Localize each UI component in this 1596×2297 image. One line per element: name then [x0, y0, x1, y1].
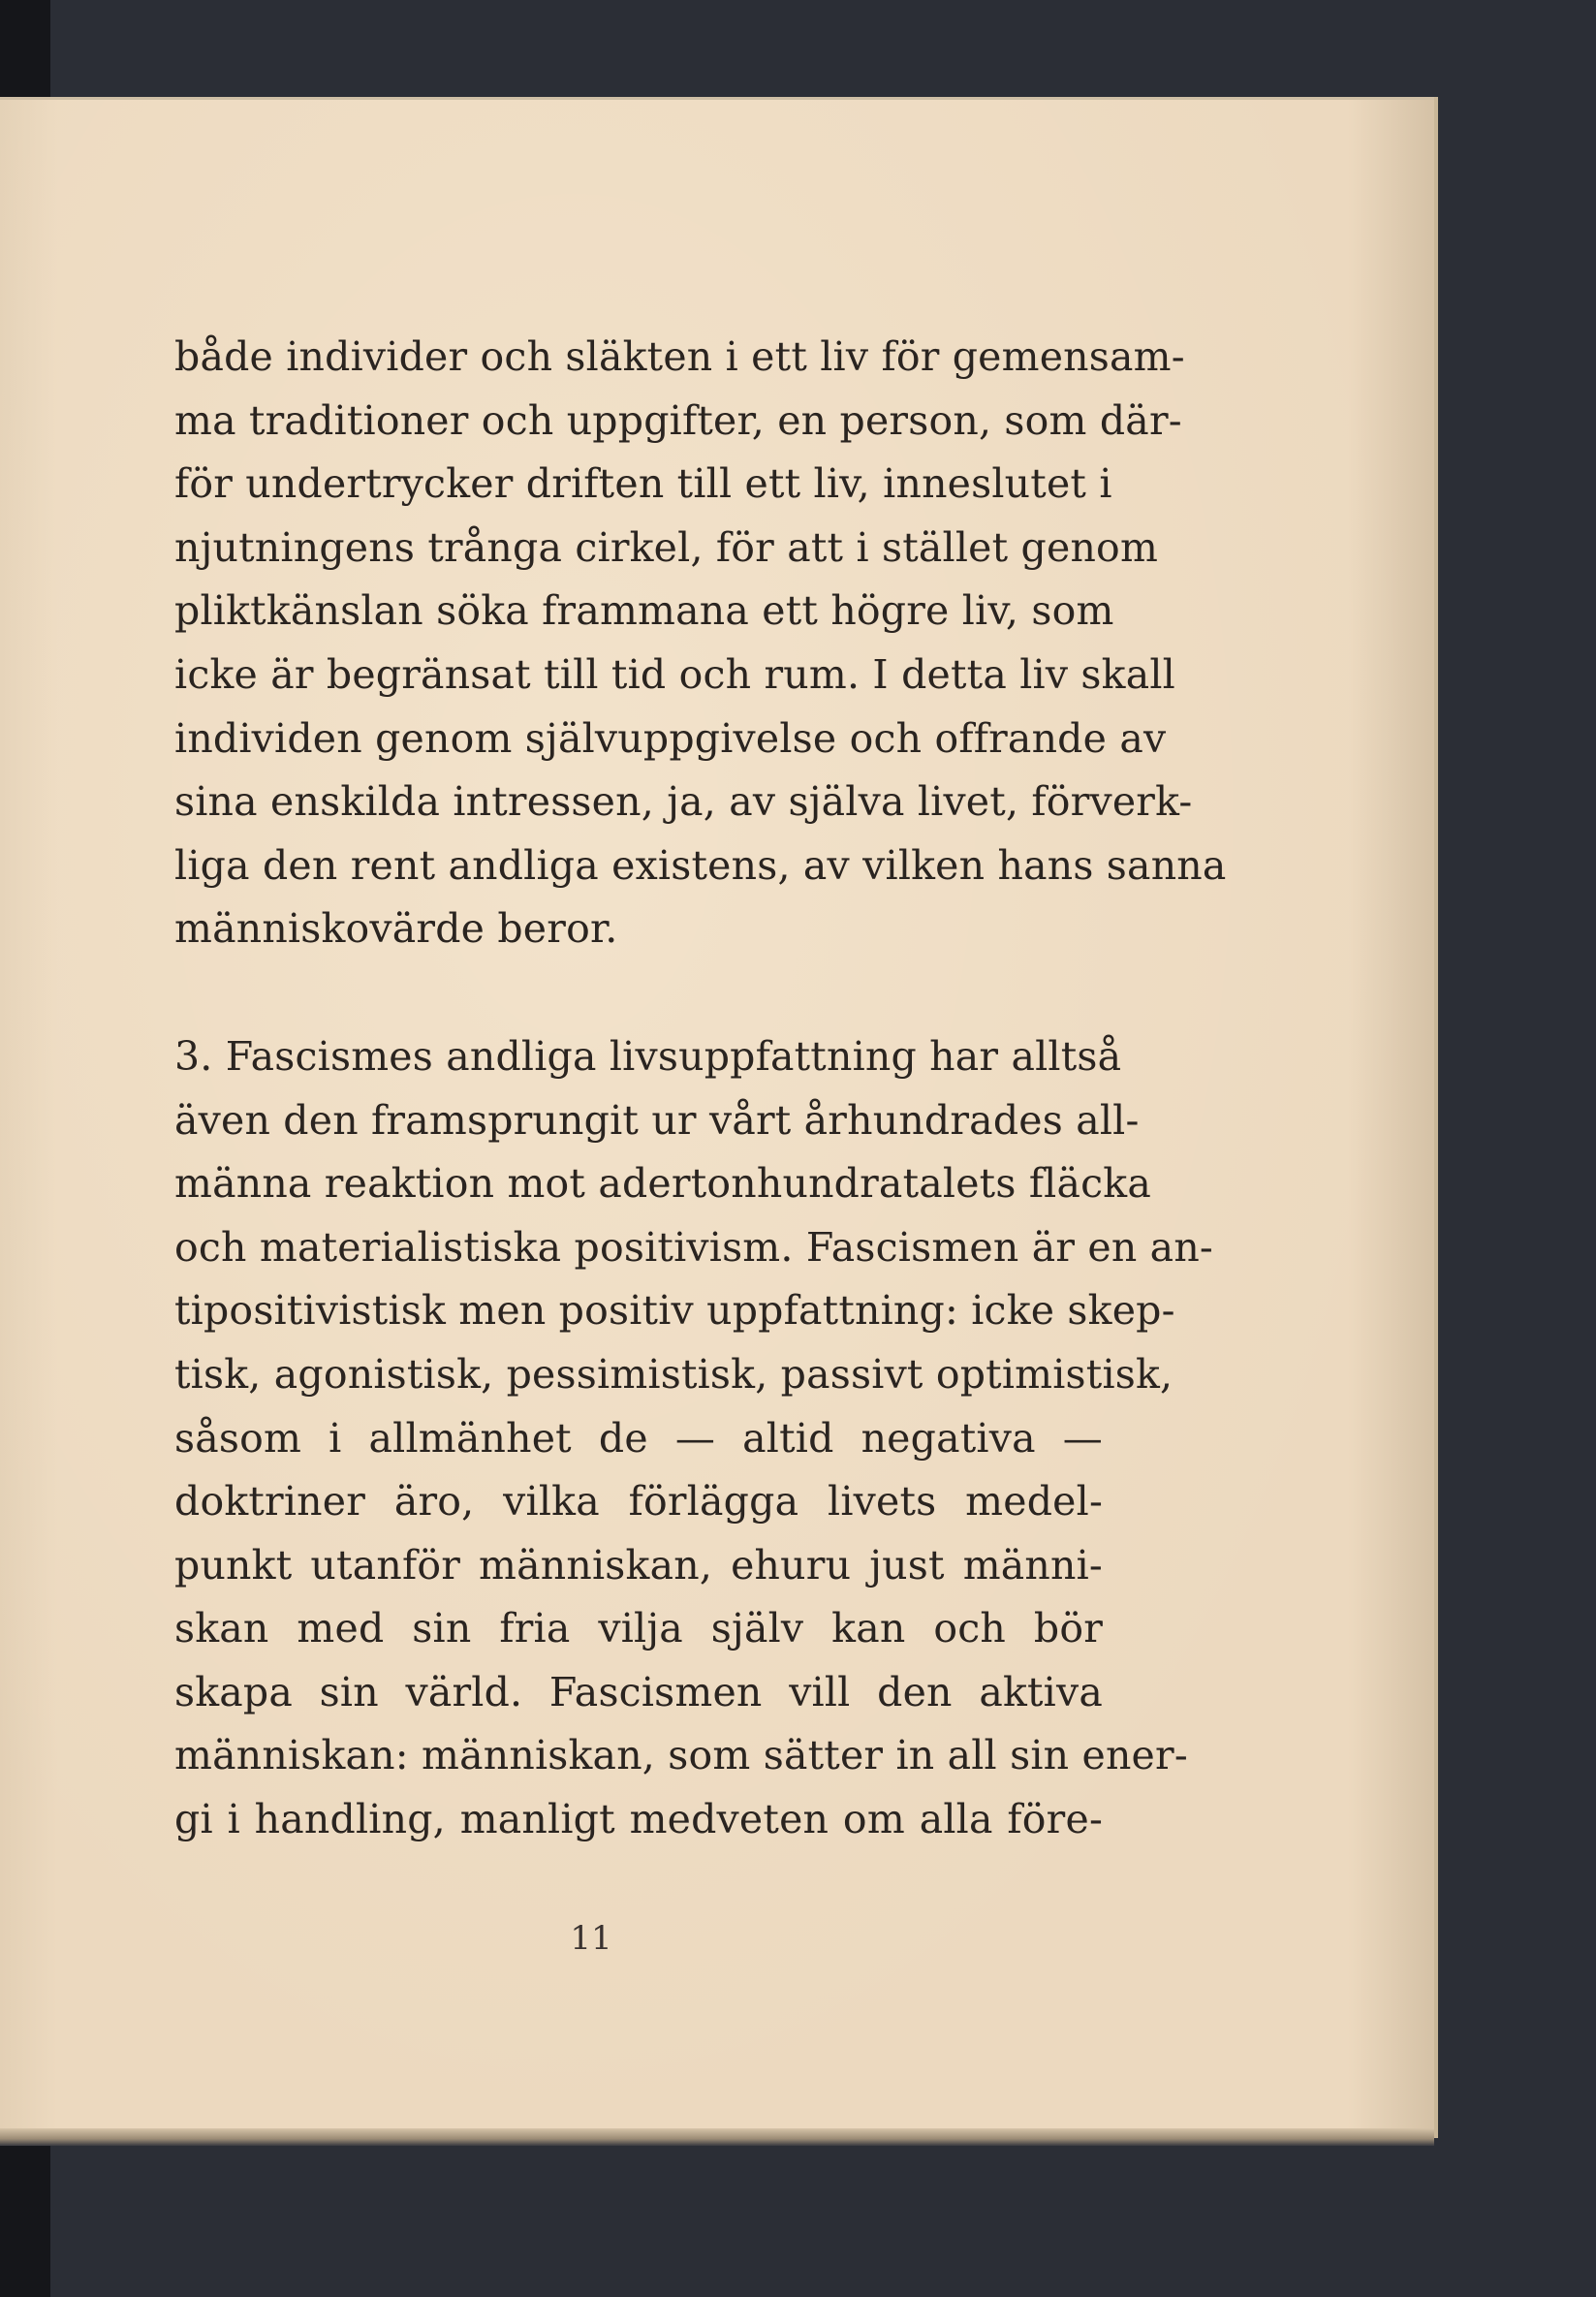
text-line: sina enskilda intressen, ja, av själva livet, förverk-: [174, 778, 1193, 826]
text-line: skapa sin värld. Fascismen vill den aktiva: [174, 1668, 1103, 1715]
text-line: liga den rent andliga existens, av vilken hans sanna: [174, 841, 1227, 889]
text-line: pliktkänslan söka frammana ett högre liv, som: [174, 587, 1114, 635]
text-line: männa reaktion mot adertonhundratalets fläcka: [174, 1160, 1151, 1208]
text-line: individen genom självuppgivelse och offrande av: [174, 714, 1167, 762]
text-line: punkt utanför människan, ehuru just männi-: [174, 1541, 1103, 1589]
paragraph-gap: [174, 961, 1103, 1025]
text-line: och materialistiska positivism. Fascismen är en an-: [174, 1223, 1213, 1271]
paragraph-2: [174, 1025, 1213, 1852]
text-line: gi i handling, manligt medveten om alla före-: [174, 1796, 1103, 1843]
text-line: både individer och släkten i ett liv för gemensam-: [174, 333, 1185, 380]
text-line: människan: människan, som sätter in all sin ener-: [174, 1732, 1188, 1779]
text-line: doktriner äro, vilka förlägga livets medel-: [174, 1478, 1103, 1526]
text-line: icke är begränsat till tid och rum. I detta liv skall: [174, 650, 1175, 698]
text-line: njutningens trånga cirkel, för att i stället genom: [174, 523, 1159, 571]
text-line: ma traditioner och uppgifter, en person, som där-: [174, 396, 1182, 444]
page-edge: [0, 2128, 1434, 2146]
text-line: tipositivistisk men positiv uppfattning: icke skep-: [174, 1287, 1175, 1335]
text-line: såsom i allmänhet de — altid negativa —: [174, 1414, 1103, 1462]
text-line: för undertrycker driften till ett liv, inneslutet i: [174, 460, 1112, 508]
text-line: 3. Fascismes andliga livsuppfattning har alltså: [174, 1032, 1122, 1080]
paragraph-1: [174, 326, 1227, 961]
body-text: [174, 326, 1227, 1852]
page-number: 11: [570, 1919, 612, 1958]
text-line: även den framsprungit ur vårt århundrades all-: [174, 1096, 1140, 1144]
text-line: tisk, agonistisk, pessimistisk, passivt optimistisk,: [174, 1350, 1174, 1398]
text-line: skan med sin fria vilja själv kan och bör: [174, 1605, 1103, 1652]
text-line: människovärde beror.: [174, 905, 618, 953]
